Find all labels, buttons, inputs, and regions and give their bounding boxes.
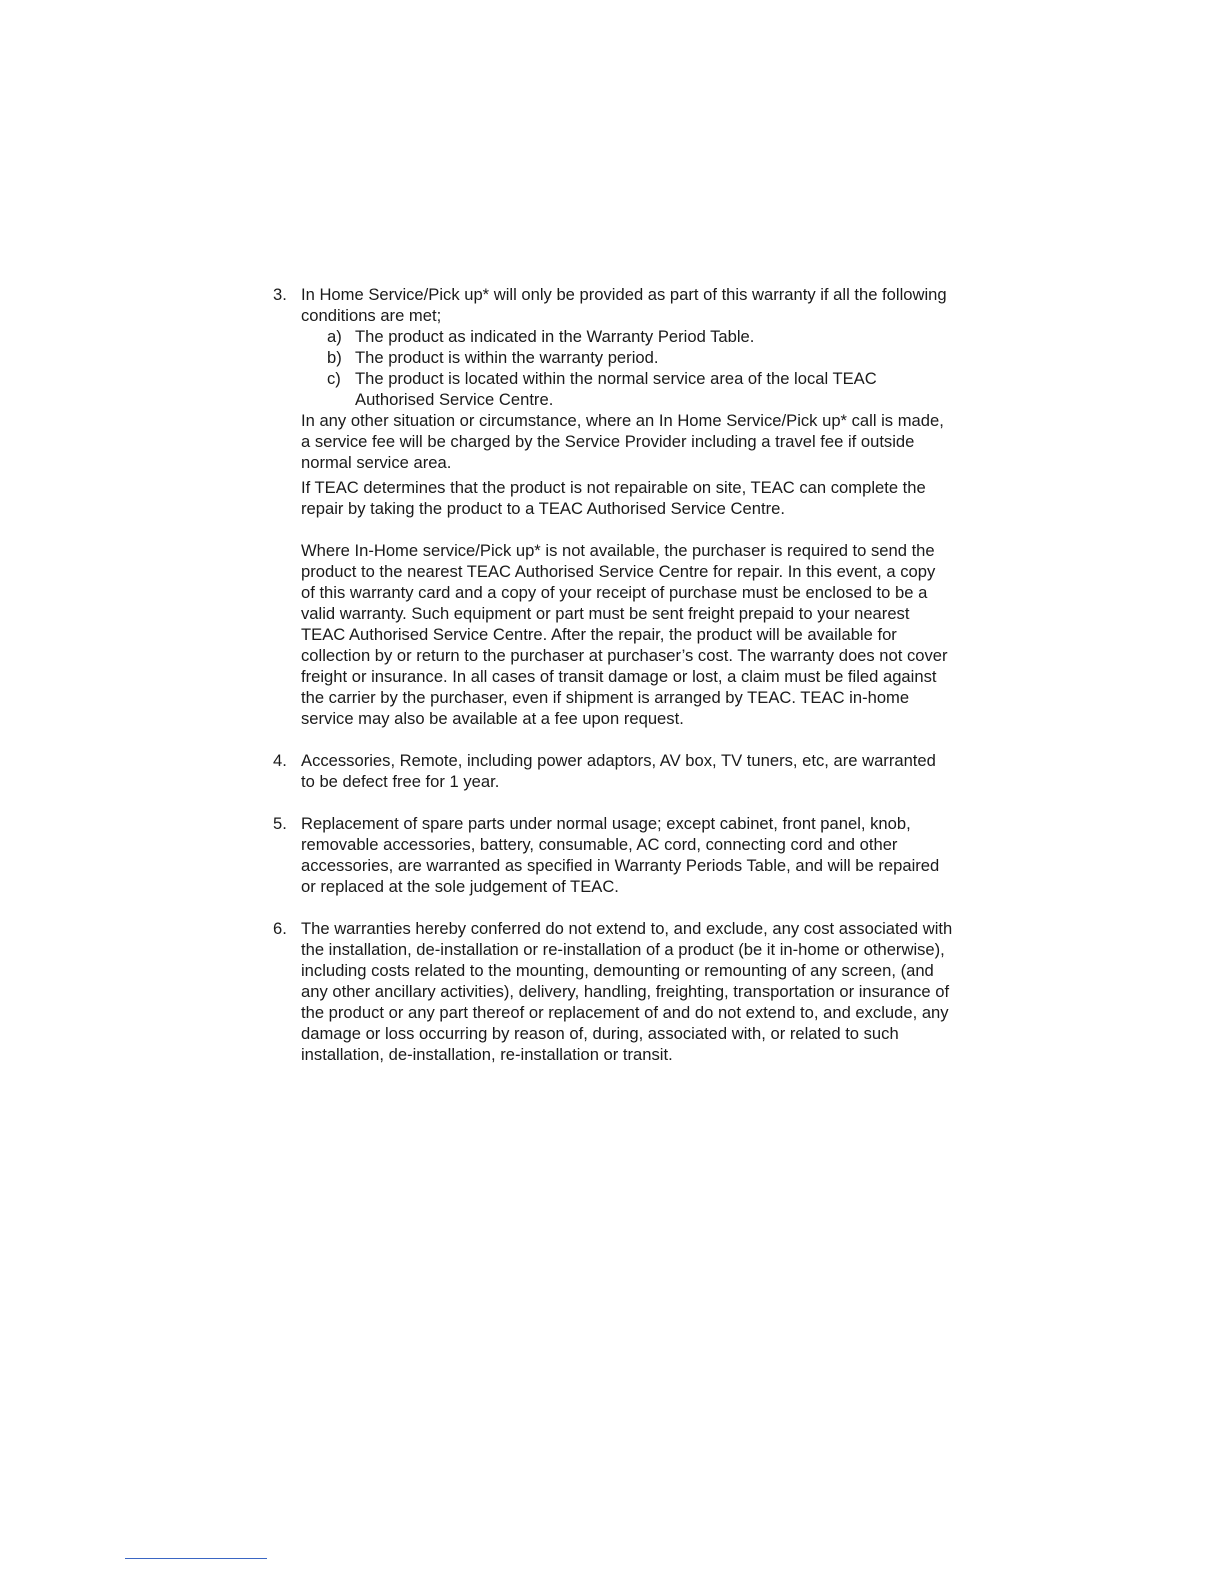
item-number: 4. <box>273 751 287 770</box>
service-fee-paragraph: In any other situation or circumstance, where an In Home Service/Pick up* call is made, a service fee will be charged by the Service Provider including a travel fee if outside normal service area. <box>301 411 944 472</box>
condition-a <box>301 326 953 347</box>
item-text: Accessories, Remote, including power adaptors, AV box, TV tuners, etc, are warranted to be defect free for 1 year. <box>301 751 936 791</box>
item-number: 6. <box>273 919 287 938</box>
warranty-item-6 <box>273 918 953 1065</box>
condition-letter: a) <box>327 327 342 346</box>
condition-text: The product as indicated in the Warranty Period Table. <box>355 327 755 346</box>
condition-text: The product is located within the normal service area of the local TEAC Authorised Service Centre. <box>355 369 877 409</box>
condition-b <box>301 347 953 368</box>
warranty-terms <box>273 284 953 1065</box>
item-text: The warranties hereby conferred do not extend to, and exclude, any cost associated with the installation, de-installation or re-installation of a product (be it in-home or otherwise), including costs related to the mounting, demounting or remounting of any screen, (and any other ancillary activities), delivery, handling, freighting, transportation or insurance of the product or any part thereof or replacement of and do not extend to, and exclude, any damage or loss occurring by reason of, during, associated with, or related to such installation, de-installation, re-installation or transit. <box>301 919 953 1064</box>
condition-letter: b) <box>327 348 342 367</box>
send-product-paragraph: Where In-Home service/Pick up* is not available, the purchaser is required to send the product to the nearest TEAC Authorised Service Centre for repair. In this event, a copy of this warranty card and a copy of your receipt of purchase must be enclosed to be a valid warranty. Such equipment or part must be sent freight prepaid to your nearest TEAC Authorised Service Centre. After the repair, the product will be available for collection by or return to the purchaser at purchaser’s cost. The warranty does not cover freight or insurance. In all cases of transit damage or lost, a claim must be filed against the carrier by the purchaser, even if shipment is arranged by TEAC. TEAC in-home service may also be available at a fee upon request. <box>301 541 948 728</box>
condition-text: The product is within the warranty period. <box>355 348 659 367</box>
warranty-item-4 <box>273 750 953 792</box>
condition-c <box>301 368 953 410</box>
item-number: 3. <box>273 285 287 304</box>
footnote-separator <box>125 1558 267 1559</box>
item-text: Replacement of spare parts under normal usage; except cabinet, front panel, knob, removable accessories, battery, consumable, AC cord, connecting cord and other accessories, are warranted as specified in Warranty Periods Table, and will be repaired or replaced at the sole judgement of TEAC. <box>301 814 940 896</box>
condition-letter: c) <box>327 369 341 388</box>
item-intro: In Home Service/Pick up* will only be provided as part of this warranty if all the following conditions are met; <box>301 285 947 325</box>
conditions-list <box>301 326 953 410</box>
warranty-item-5 <box>273 813 953 897</box>
warranty-item-3 <box>273 284 953 729</box>
item-number: 5. <box>273 814 287 833</box>
repair-paragraph: If TEAC determines that the product is not repairable on site, TEAC can complete the repair by taking the product to a TEAC Authorised Service Centre. <box>301 478 926 518</box>
